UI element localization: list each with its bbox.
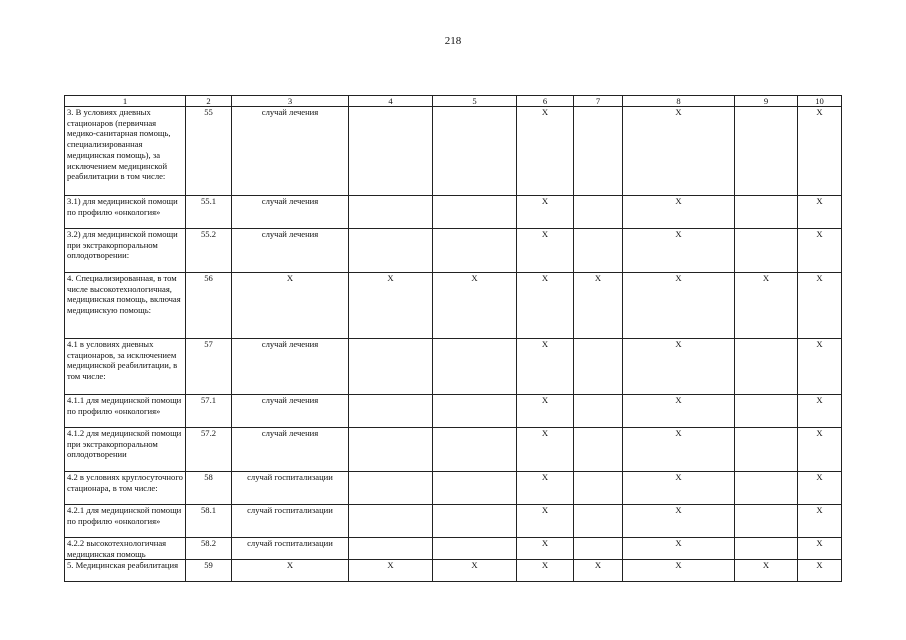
table-cell	[574, 505, 623, 538]
table-cell: X	[517, 107, 574, 196]
table-cell	[349, 229, 433, 273]
row-label: 3. В условиях дневных стационаров (первичная медико-санитарная помощь, специализированная медицинская помощь), за исключением медицинской реабилитации в том числе:	[65, 107, 186, 196]
table-cell: X	[433, 273, 517, 339]
table-cell: 59	[186, 560, 232, 582]
table-cell: X	[623, 107, 735, 196]
table-cell: 55.1	[186, 196, 232, 229]
table-cell: X	[517, 196, 574, 229]
table-cell: случай лечения	[232, 339, 349, 395]
table-row	[65, 339, 842, 395]
table-cell	[349, 538, 433, 560]
table-row	[65, 505, 842, 538]
table-cell	[735, 505, 798, 538]
table-cell: X	[349, 560, 433, 582]
table-cell: случай госпитализации	[232, 505, 349, 538]
table-cell	[433, 339, 517, 395]
table-cell: 57	[186, 339, 232, 395]
data-table	[64, 95, 842, 582]
table-cell: X	[433, 560, 517, 582]
table-cell	[574, 196, 623, 229]
table-cell: случай лечения	[232, 196, 349, 229]
table-cell: 55	[186, 107, 232, 196]
table-cell	[349, 505, 433, 538]
table-cell: X	[798, 472, 842, 505]
row-label: 3.1) для медицинской помощи по профилю «онкология»	[65, 196, 186, 229]
table-cell	[735, 428, 798, 472]
table-cell: X	[798, 273, 842, 339]
row-label: 4.1.2 для медицинской помощи при экстракорпоральном оплодотворении	[65, 428, 186, 472]
table-cell	[574, 428, 623, 472]
table-cell: 58.1	[186, 505, 232, 538]
table-cell: 55.2	[186, 229, 232, 273]
table-cell: случай госпитализации	[232, 472, 349, 505]
table-cell: X	[735, 273, 798, 339]
column-header: 1	[65, 96, 186, 107]
row-label: 4.2.2 высокотехнологичная медицинская помощь	[65, 538, 186, 560]
table-cell	[735, 107, 798, 196]
column-header: 9	[735, 96, 798, 107]
table-cell: X	[798, 196, 842, 229]
table-cell	[735, 339, 798, 395]
table-cell: X	[232, 273, 349, 339]
table-cell: 58	[186, 472, 232, 505]
table-cell: X	[623, 273, 735, 339]
table-cell: X	[623, 428, 735, 472]
table-cell: X	[623, 472, 735, 505]
column-header: 3	[232, 96, 349, 107]
table-header	[65, 96, 842, 107]
column-header: 6	[517, 96, 574, 107]
table-cell: X	[623, 339, 735, 395]
table-row	[65, 560, 842, 582]
table-cell: X	[517, 428, 574, 472]
table-cell: X	[574, 273, 623, 339]
table-cell	[349, 196, 433, 229]
table-cell	[433, 472, 517, 505]
table-cell: 56	[186, 273, 232, 339]
table-cell	[349, 339, 433, 395]
row-label: 4. Специализированная, в том числе высокотехнологичная, медицинская помощь, включая медицинскую помощь:	[65, 273, 186, 339]
table-cell: X	[517, 395, 574, 428]
table-cell: X	[623, 196, 735, 229]
table-cell: X	[623, 505, 735, 538]
table-cell: 57.1	[186, 395, 232, 428]
table-cell: 57.2	[186, 428, 232, 472]
table-cell: X	[574, 560, 623, 582]
table-cell: X	[517, 505, 574, 538]
table-cell	[433, 505, 517, 538]
column-header: 5	[433, 96, 517, 107]
table-row	[65, 472, 842, 505]
table-cell: случай лечения	[232, 395, 349, 428]
table-cell: 58.2	[186, 538, 232, 560]
table-cell: X	[798, 229, 842, 273]
table-cell: X	[798, 107, 842, 196]
table-body	[65, 107, 842, 582]
table-cell: X	[798, 339, 842, 395]
table-cell: X	[349, 273, 433, 339]
row-label: 5. Медицинская реабилитация	[65, 560, 186, 582]
table-cell	[735, 229, 798, 273]
table-cell: X	[517, 229, 574, 273]
table-cell: X	[517, 472, 574, 505]
row-label: 4.1.1 для медицинской помощи по профилю «онкология»	[65, 395, 186, 428]
table-cell: X	[232, 560, 349, 582]
table-row	[65, 428, 842, 472]
table-row	[65, 229, 842, 273]
table-cell	[433, 196, 517, 229]
table-cell	[433, 229, 517, 273]
table-cell	[574, 538, 623, 560]
table-cell: X	[623, 560, 735, 582]
table-cell: X	[735, 560, 798, 582]
table-row	[65, 107, 842, 196]
table-cell: X	[798, 538, 842, 560]
table-cell: X	[623, 229, 735, 273]
table-cell: X	[517, 273, 574, 339]
table-cell: X	[798, 505, 842, 538]
column-header: 2	[186, 96, 232, 107]
column-header: 7	[574, 96, 623, 107]
row-label: 4.2.1 для медицинской помощи по профилю «онкология»	[65, 505, 186, 538]
table-cell	[574, 395, 623, 428]
table-cell	[735, 538, 798, 560]
table-cell: X	[798, 395, 842, 428]
column-header: 8	[623, 96, 735, 107]
table-cell	[433, 428, 517, 472]
table-cell	[349, 428, 433, 472]
table-cell	[574, 107, 623, 196]
table-cell: X	[517, 339, 574, 395]
column-header: 4	[349, 96, 433, 107]
table-cell	[433, 395, 517, 428]
row-label: 4.1 в условиях дневных стационаров, за исключением медицинской реабилитации, в том числе:	[65, 339, 186, 395]
table-cell	[574, 229, 623, 273]
table-cell: X	[623, 395, 735, 428]
table-cell	[433, 107, 517, 196]
table-cell: X	[623, 538, 735, 560]
table-cell: случай лечения	[232, 107, 349, 196]
table-cell	[349, 395, 433, 428]
table-row	[65, 196, 842, 229]
table-cell: случай лечения	[232, 428, 349, 472]
page-number: 218	[444, 35, 462, 47]
table-cell	[735, 395, 798, 428]
table-cell: X	[798, 560, 842, 582]
table-cell	[735, 472, 798, 505]
table-cell	[735, 196, 798, 229]
table-cell: X	[517, 538, 574, 560]
table-cell	[433, 538, 517, 560]
table-cell	[349, 107, 433, 196]
table-cell	[349, 472, 433, 505]
row-label: 3.2) для медицинской помощи при экстракорпоральном оплодотворении:	[65, 229, 186, 273]
table-row	[65, 273, 842, 339]
table-cell	[574, 339, 623, 395]
table-cell: случай лечения	[232, 229, 349, 273]
table-cell	[574, 472, 623, 505]
row-label: 4.2 в условиях круглосуточного стационара, в том числе:	[65, 472, 186, 505]
table-row	[65, 538, 842, 560]
column-header: 10	[798, 96, 842, 107]
table-row	[65, 395, 842, 428]
header-row	[65, 96, 842, 107]
table-cell: случай госпитализации	[232, 538, 349, 560]
table-cell: X	[517, 560, 574, 582]
table-cell: X	[798, 428, 842, 472]
